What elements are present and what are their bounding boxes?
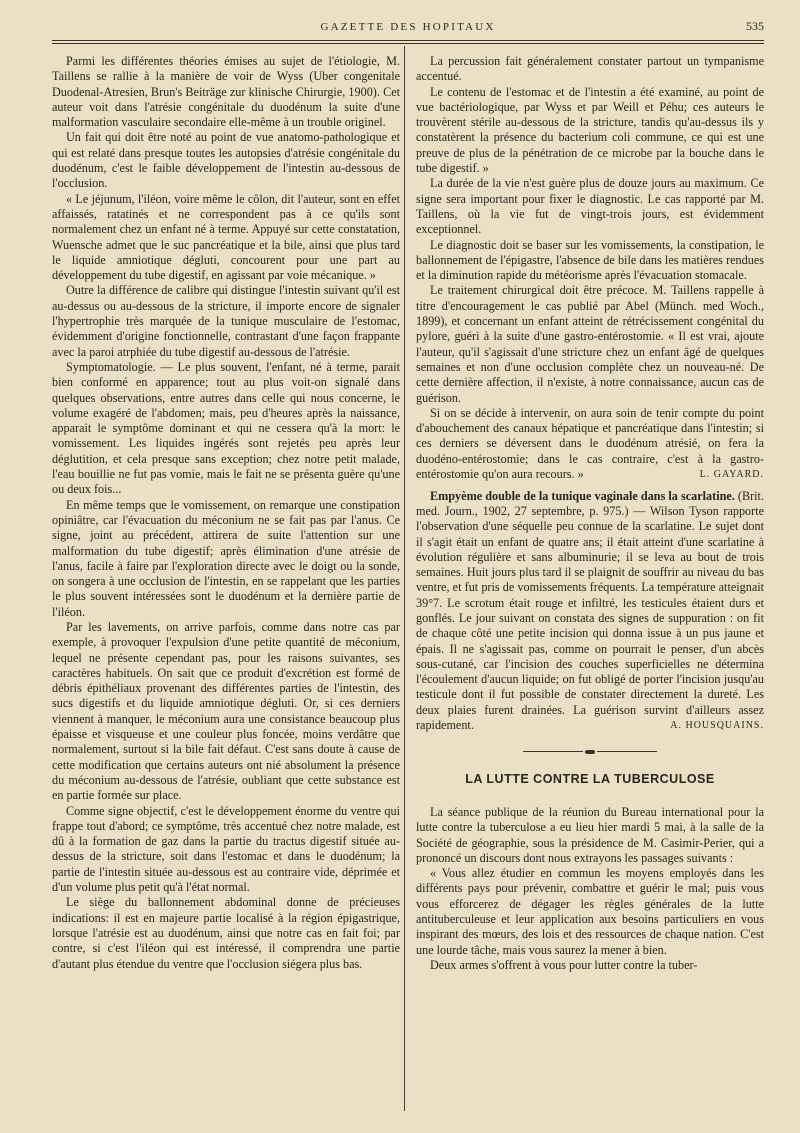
- article-empyeme: [416, 489, 764, 734]
- paragraph: Le siège du ballonnement abdominal donne de précieuses indications: il est en majeure partie localisé à la région épigastrique, lorsque l'atrésie est au duodénum, ainsi que notre cas en fait foi; par contre, si c'est l'iléon qui est intéressé, il comprendra une partie d'autant plus étendue du ventre que l'occlusion siégera plus bas.: [52, 895, 400, 971]
- author-signature: A. HOUSQUAINS.: [670, 720, 764, 732]
- paragraph: Symptomatologie. — Le plus souvent, l'enfant, né à terme, parait bien conformé en apparence; tout au plus voit-on signalé dans quelques observations, entre autres dans celle qui nous concerne, le volume exagéré de l'abdomen; mais, peu d'heures après la naissance, apparait le symptôme dominant et qui ne cessera qu'à la mort: le vomissement. Les liquides ingérés sont rejetés peu après leur déglutition, et cela presque sans exception; chez notre petit malade, l'eau bouillie ne fut pas vomie, mais le fait ne se présenta guère qu'une ou deux fois...: [52, 359, 400, 497]
- column-divider: [404, 46, 405, 1111]
- paragraph: Par les lavements, on arrive parfois, comme dans notre cas par exemple, à provoquer l'expulsion d'une petite quantité de méconium, lequel ne présente cependant pas, pour les raisons suivantes, ses caractères habituels. On sait que ce produit d'excrétion est formé de débris épithéliaux provenant des différentes parties de l'intestin, des sucs digestifs et du liquide amniotique dégluti. Or, si ces derniers viennent à manquer, le méconium aura une consistance beaucoup plus épaisse et visqueuse et une couleur plus foncée, moins verdâtre que normalement, surtout si la bile fait défaut. C'est sans doute à cause de cette modification que certains auteurs ont nié absolument la présence du méconium au-dessous de l'atrésie, oubliant que cette substance est en partie formée sur place.: [52, 619, 400, 803]
- paragraph: Si on se décide à intervenir, on aura soin de tenir compte du point d'abouchement des canaux hépatique et pancréatique dans l'intestin; si ces derniers se déversent dans le duodénum atrésié, on fera la duodéno-entérostomie; dans le cas contraire, c'est à la gastro-entérostomie qu'on aura recours. »: [416, 405, 764, 482]
- paragraph: En même temps que le vomissement, on remarque une constipation opiniâtre, car l'évacuation du méconium ne se fait pas par l'anus. Ce signe, joint au précédent, attirera de suite l'attention sur une malformation du tube digestif; après élimination d'une atrésie de l'anus, facile à faire par l'exploration directe avec le doigt ou la sonde, on songera à une occlusion de l'intestin, en se rappelant que les parties le plus souvent intéressées sont le duodénum et la dernière partie de l'iléon.: [52, 497, 400, 619]
- paragraph: « Le jéjunum, l'iléon, voire même le côlon, dit l'auteur, sont en effet affaissés, ratatinés et ne correspondent pas à ce qu'ils sont normalement chez un enfant né à terme. Appuyé sur cette constatation, Wuensche admet que le suc pancréatique et la bile, ainsi que plus tard le liquide amniotique dégluti, concourent pour une part au développement du tube digestif, en agissant par voie mécanique. »: [52, 191, 400, 283]
- author-signature: L. GAYARD.: [699, 469, 764, 481]
- paragraph: Outre la différence de calibre qui distingue l'intestin suivant qu'il est au-dessus ou au-dessous de la stricture, il importe encore de signaler l'hypertrophie très marquée de la tunique musculaire de l'estomac, évidemment d'origine fonctionnelle, contrastant d'une façon frappante avec la paroi atrphiée du tube digestif au-dessous de l'atrésie.: [52, 283, 400, 359]
- paragraph: Deux armes s'offrent à vous pour lutter contre la tuber-: [430, 957, 698, 972]
- journal-title: GAZETTE DES HOPITAUX: [320, 21, 496, 33]
- paragraph: Le contenu de l'estomac et de l'intestin a été examiné, au point de vue bactériologique, par Wyss et par Weill et Péhu; ces auteurs le trouvèrent stérile au-dessous de la stricture, tandis qu'au-dessus ils y constatèrent la présence du bacterium coli commune, ce qui est une preuve de plus de la pénétration de ce microbe par la bouche dans le tube digestif. »: [416, 84, 764, 176]
- left-column: [52, 54, 400, 972]
- paragraph: Le diagnostic doit se baser sur les vomissements, la constipation, le ballonnement de l'épigastre, l'absence de bile dans les matières rendues et la diminution rapide du météorisme après l'évacuation stomacale.: [416, 237, 764, 283]
- paragraph: Un fait qui doit être noté au point de vue anatomo-pathologique et qui est relaté dans presque toutes les autopsies d'atrésie congénitale du duodénum, c'est le faible développement de l'intestin au-dessous de l'occlusion.: [52, 130, 400, 191]
- paragraph: Parmi les différentes théories émises au sujet de l'étiologie, M. Taillens se rallie à la manière de voir de Wyss (Uber congenitale Duodenal-Atresien, Brun's Beiträge zur klinische Chirurgie, 1900). Cet auteur voit dans l'atrésie congénitale du duodénum la suite d'une malformation vasculaire secondaire elle-même à un trouble originel.: [52, 54, 400, 130]
- paragraph: Le traitement chirurgical doit être précoce. M. Taillens rappelle à titre d'encouragement le cas publié par Abel (Münch. med Woch., 1899), et concernant un enfant atteint de rétrécissement congénital du pylore, guéri à la suite d'une gastro-entérostomie. « Il est vrai, ajoute l'auteur, qu'il s'agissait d'une stricture chez un enfant âgé de quelques semaines et non d'une occlusion complète chez un nouveau-né. De cette dernière affection, il n'existe, à notre connaissance, aucun cas de guérison.: [416, 283, 764, 405]
- header-rule: [52, 40, 764, 41]
- page-header: [52, 14, 764, 40]
- right-column: [416, 54, 764, 973]
- paragraph: Comme signe objectif, c'est le développement énorme du ventre qui frappe tout d'abord; ce symptôme, très accentué chez notre malade, est dû à la formation de gaz dans la partie du tractus digestif située au-dessus de la stricture, soit dans l'estomac et dans le duodénum; la partie de l'intestin située au-dessous est au contraire vide, déprimée et d'un volume plus petit qu'à l'état normal.: [52, 803, 400, 895]
- paragraph: La durée de la vie n'est guère plus de douze jours au maximum. Ce signe sera important pour fixer le diagnostic. Le cas rapporté par M. Taillens, où la vie fut de vingt-trois jours, est évidemment exceptionnel.: [416, 176, 764, 237]
- paragraph: La séance publique de la réunion du Bureau international pour la lutte contre la tuberculose a eu lieu hier mardi 5 mai, à la salle de la Société de géographie, sous la présidence de M. Casimir-Perier, qui a prononcé un discours dont nous extrayons les passages suivants :: [416, 804, 764, 865]
- paragraph: « Vous allez étudier en commun les moyens employés dans les différents pays pour prévenir, combattre et guérir le mal; puis vous vous efforcerez de dégager les règles générales de la lutte antituberculeuse et leur application aux besoins particuliers en vous inspirant des mœurs, des lois et des ressources de chaque nation. C'est une lourde tâche, mais vous saurez la mener à bien.: [416, 866, 764, 957]
- page-number: 535: [746, 19, 764, 33]
- article-heading: Empyème double de la tunique vaginale dans la scarlatine.: [430, 488, 735, 503]
- paragraph: La percussion fait généralement constater partout un tympanisme accentué.: [416, 54, 764, 84]
- section-title: LA LUTTE CONTRE LA TUBERCULOSE: [465, 771, 715, 786]
- section-ornament: [416, 744, 764, 750]
- header-rule-double: [52, 43, 764, 44]
- article-body: (Brit. med. Journ., 1902, 27 septembre, p. 975.) — Wilson Tyson rapporte l'observation d'une séquelle peu connue de la scarlatine. Le sujet dont il s'agit était un enfant de quatre ans; il était atteint d'une scarlatine à évolution régulière et sans albuminurie; il se leva au bout de trois semaines. Huit jours plus tard il se plaignit de souffrir au niveau du bas ventre, et fut pris de vomissements fréquents. La température atteignait 39°7. Le scrotum était rouge et infiltré, les testicules étaient durs et gonflés. Le jour suivant on constata des signes de suppuration : on fit de chaque côté une petite incision qui donna issue à un pus jaune et épais. Il ne s'agissait pas, comme on pourrait le penser, d'un abcès sous-cutané, car l'incision des couches superficielles ne détermina l'écoulement d'aucun liquide; on fut obligé de porter l'incision jusqu'au testicule dont il fut possible de constater directement la dureté. Les deux plaies furent drainées. La guérison survint d'ailleurs assez rapidement.: [416, 488, 764, 733]
